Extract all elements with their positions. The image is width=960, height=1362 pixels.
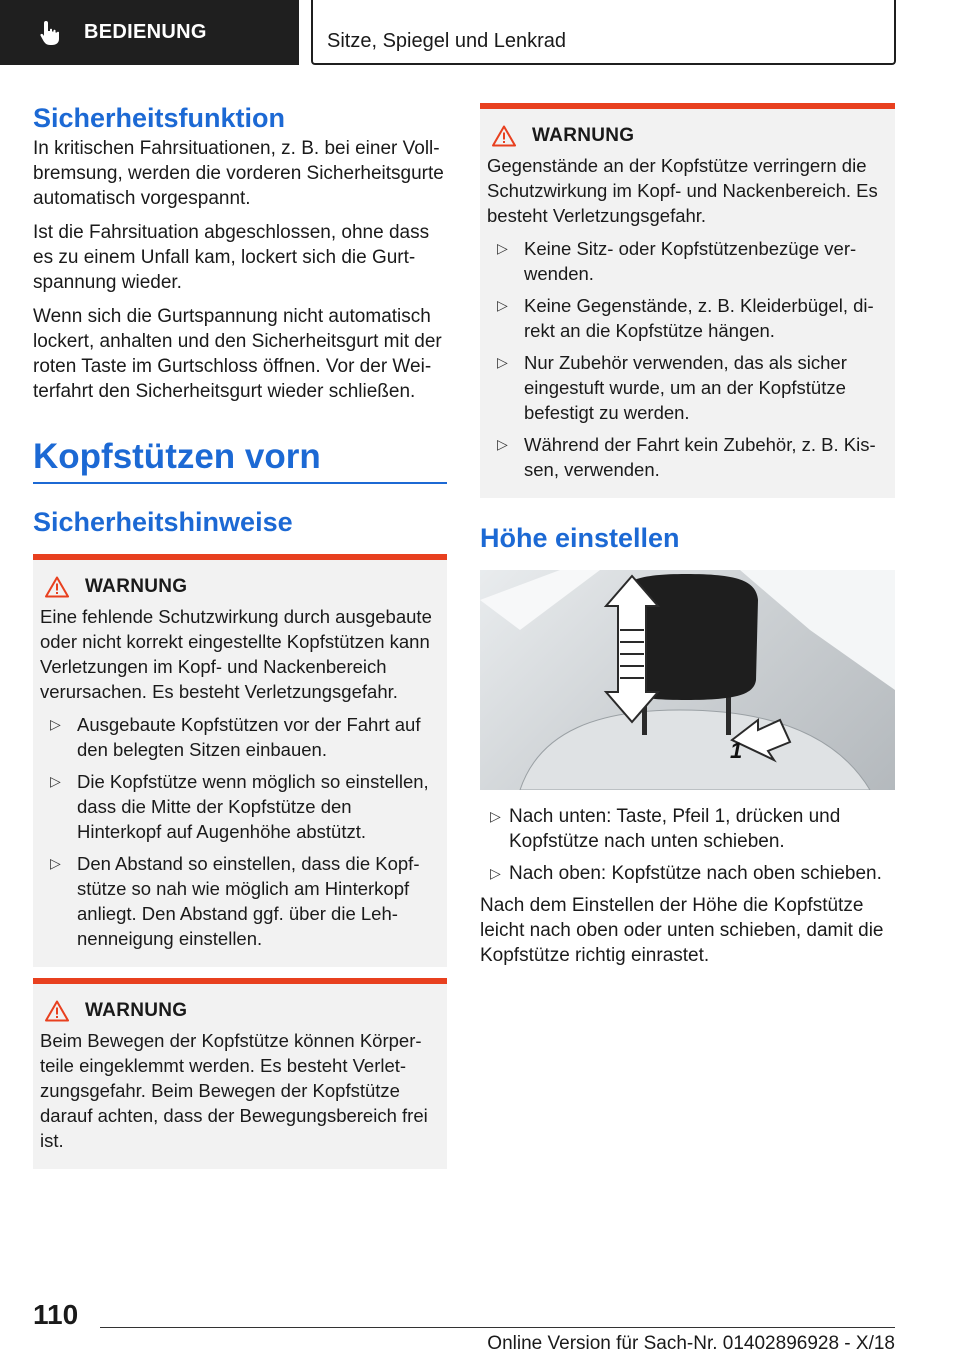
warning-box <box>480 103 895 498</box>
list-item: ▷ Keine Sitz- oder Kopfstützenbezüge verwenden. <box>487 236 887 286</box>
list-item: ▷ Ausgebaute Kopfstützen vor der Fahrt auf den belegten Sitzen einbauen. <box>40 712 439 762</box>
list-item: ▷ Die Kopfstütze wenn möglich so einstellen, dass die Mitte der Kopfstütze den Hinterkopf auf Augenhöhe abstützt. <box>40 769 439 844</box>
warning-triangle-icon <box>492 125 516 147</box>
warning-list <box>487 236 887 482</box>
section-rule <box>33 482 447 484</box>
chapter-title: Sitze, Spiegel und Lenkrad <box>327 30 567 52</box>
warning-triangle-icon <box>45 576 69 598</box>
headrest-photo <box>480 570 895 790</box>
height-note: Nach dem Einstellen der Höhe die Kopfstütze leicht nach oben oder unten schieben, damit die Kopfstütze richtig einrastet. <box>480 895 884 966</box>
page-number: 110 <box>33 1299 79 1330</box>
warning-box <box>33 554 447 967</box>
warning-text: Beim Bewegen der Kopfstütze können Körperteile eingeklemmt werden. Es besteht Verletzungsgefahr. Beim Bewegen der Kopfstütze darauf achten, dass der Bewegungsbereich frei ist. <box>40 1030 428 1151</box>
section-tab <box>0 0 299 65</box>
section-label: BEDIENUNG <box>84 21 207 43</box>
warning-label: WARNUNG <box>85 1000 188 1021</box>
list-item: ▷ Keine Gegenstände, z. B. Kleiderbügel, direkt an die Kopfstütze hängen. <box>487 293 887 343</box>
chapter-tab <box>311 0 896 65</box>
list-item: ▷ Nach oben: Kopfstütze nach oben schieben. <box>480 861 895 886</box>
safety-paragraph: Ist die Fahrsituation abgeschlossen, ohne dass es zu einem Unfall kam, lockert sich die Gurtspannung wieder. <box>33 222 430 293</box>
warning-label: WARNUNG <box>532 125 635 146</box>
safety-paragraph: Wenn sich die Gurtspannung nicht automatisch lockert, anhalten und den Sicherheitsgurt mit der roten Taste im Gurtschloss öffnen. Vor der Weiterfahrt den Sicherheitsgurt wieder schließen. <box>33 306 442 402</box>
left-column <box>33 100 447 1169</box>
warning-box <box>33 978 447 1169</box>
hand-pointer-icon <box>38 20 62 46</box>
list-item: ▷ Während der Fahrt kein Zubehör, z. B. Kissen, verwenden. <box>487 432 887 482</box>
safety-paragraph: In kritischen Fahrsituationen, z. B. bei einer Vollbremsung, werden die vorderen Sicherheitsgurte automatisch vorgespannt. <box>33 138 444 209</box>
warning-triangle-icon <box>45 1000 69 1022</box>
warning-text: Eine fehlende Schutzwirkung durch ausgebaute oder nicht korrekt eingestellte Kopfstützen kann Verletzungen im Kopf- und Nackenbereich verursachen. Es besteht Verletzungsgefahr. <box>40 606 432 702</box>
list-item: ▷ Nach unten: Taste, Pfeil 1, drücken und Kopfstütze nach unten schieben. <box>480 804 895 854</box>
right-column <box>480 103 895 968</box>
section-title: Kopfstützen vorn <box>33 437 321 476</box>
height-heading: Höhe einstellen <box>480 523 680 553</box>
height-list <box>480 804 895 886</box>
list-item: ▷ Den Abstand so einstellen, dass die Kopfstütze so nah wie möglich am Hinterkopf anliegt. Den Abstand ggf. über die Lehnenneigung einstellen. <box>40 851 439 951</box>
safety-heading: Sicherheitsfunktion <box>33 103 286 133</box>
footer-rule <box>100 1327 895 1328</box>
list-item: ▷ Nur Zubehör verwenden, das als sicher eingestuft wurde, um an der Kopfstütze befestigt zu werden. <box>487 350 887 425</box>
warning-list <box>40 712 439 951</box>
warning-text: Gegenstände an der Kopfstütze verringern die Schutzwirkung im Kopf- und Nackenbereich. Es besteht Verletzungsgefahr. <box>487 155 878 226</box>
footer-version: Online Version für Sach-Nr. 01402896928 - X/18 <box>487 1333 895 1354</box>
subsection-title: Sicherheitshinweise <box>33 507 293 537</box>
warning-label: WARNUNG <box>85 576 188 597</box>
callout-number: 1 <box>730 738 743 763</box>
headrest-illustration <box>480 570 895 790</box>
